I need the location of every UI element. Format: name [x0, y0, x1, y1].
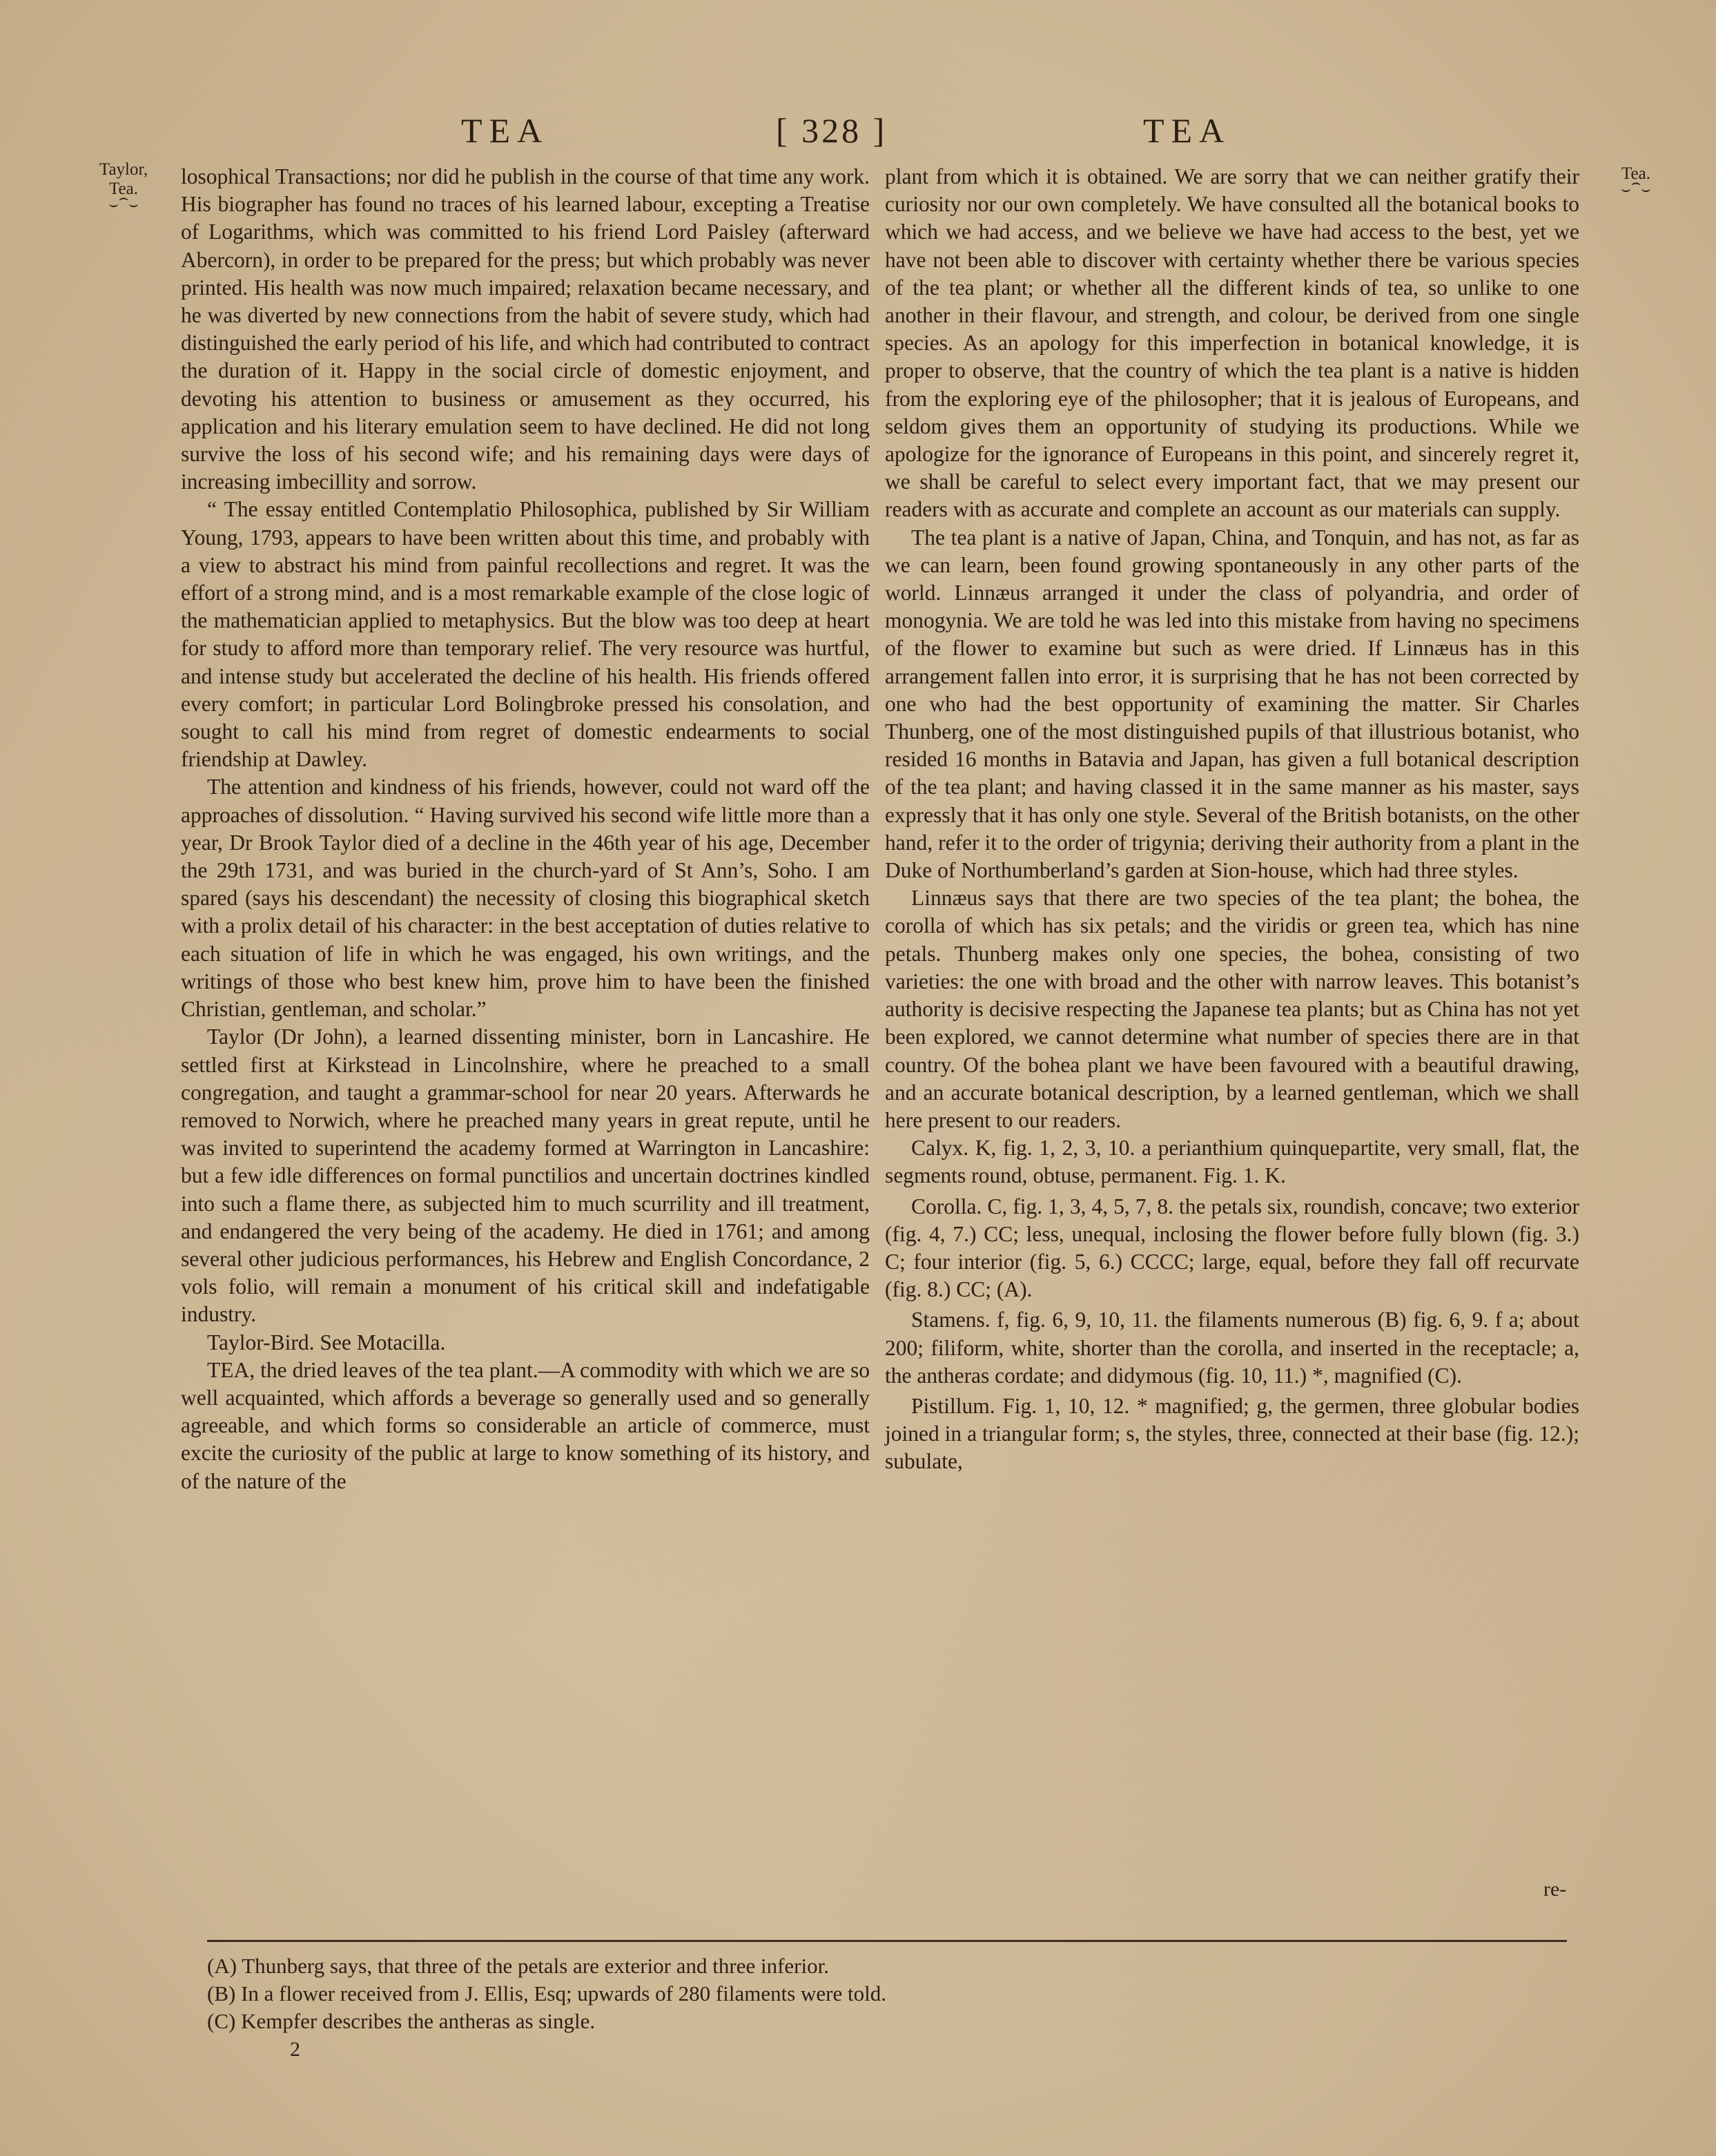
description-pistillum: Pistillum. Fig. 1, 10, 12. * magnified; g, the germen, three globular bodies joined in a triangular form; s, the styles, three, connected at their base (fig. 12.); subulate, — [885, 1393, 1579, 1474]
footnote-rule — [207, 1940, 1567, 1942]
description-corolla: Corolla. C, fig. 1, 3, 4, 5, 7, 8. the petals six, roundish, concave; two exterior (fig. 4, 7.) CC; less, unequal, inclosing the flower before fully blown (fig. 3.) C; four interior (fig. 5, 6.) CCCC; large, equal, before they fall off recurvate (fig. 8.) CC; (A). — [885, 1194, 1579, 1302]
left-column — [181, 163, 870, 1495]
footnotes — [207, 1952, 1519, 2035]
catchword: re- — [1543, 1878, 1567, 1901]
paragraph: “ The essay entitled Contemplatio Philosophica, published by Sir William Young, 1793, appears to have been written about this time, and probably with a view to abstract his mind from painful recollections and regret. It was the effort of a strong mind, and is a most remarkable example of the close logic of the mathematician applied to metaphysics. But the blow was too deep at heart for study to afford more than temporary relief. The very resource was hurtful, and intense study but accelerated the decline of his health. His friends offered every comfort; in particular Lord Bolingbroke pressed his consolation, and sought to call his mind from regret of domestic endearments to social friendship at Dawley. — [181, 497, 870, 772]
description-calyx: Calyx. K, fig. 1, 2, 3, 10. a perianthium quinquepartite, very small, flat, the segments round, obtuse, permanent. Fig. 1. K. — [885, 1136, 1579, 1188]
running-head — [0, 110, 1716, 159]
margin-note-right — [1601, 164, 1670, 195]
margin-note-left-line2: Tea. — [109, 179, 138, 198]
paragraph: Linnæus says that there are two species of the tea plant; the bohea, the corolla of which has six petals; and the viridis or green tea, which has nine petals. Thunberg makes only one species, the bohea, consisting of two varieties: the one with broad and the other with narrow leaves. This botanist’s authority is decisive respecting the Japanese tea plants; but as China has not yet been explored, we cannot determine what number of species there are in that country. Of the bohea plant we have been favoured with a beautiful drawing, and an accurate botanical description, by a learned gentleman, which we shall here present to our readers. — [885, 886, 1579, 1132]
swash-ornament-icon: ⌣⁀⌣ — [108, 195, 139, 213]
paragraph: losophical Transactions; nor did he publish in the course of that time any work. His biographer has found no traces of his learned labour, excepting a Treatise of Logarithms, which was committed to his friend Lord Paisley (afterward Abercorn), in order to be prepared for the press; but which probably was never printed. His health was now much impaired; relaxation became necessary, and he was diverted by new connections from the habit of severe study, which had distinguished the early period of his life, and which had contributed to contract the duration of it. Happy in the social circle of domestic enjoyment, and devoting his attention to business or amusement as they occurred, his application and his literary emulation seem to have declined. He did not long survive the loss of his second wife; and his remaining days were days of increasing imbecillity and sorrow. — [181, 164, 870, 494]
margin-note-left — [81, 160, 166, 213]
signature-mark: 2 — [290, 2038, 300, 2061]
footnote: (A) Thunberg says, that three of the petals are exterior and three inferior. — [207, 1954, 829, 1978]
description-stamens: Stamens. f, fig. 6, 9, 10, 11. the filaments numerous (B) fig. 6, 9. f a; about 200; filiform, white, shorter than the corolla, and inserted in the receptacle; a, the antheras cordate; and didymous (fig. 10, 11.) *, magnified (C). — [885, 1308, 1579, 1388]
paragraph: The tea plant is a native of Japan, China, and Tonquin, and has not, as far as we can learn, been found growing spontaneously in any other parts of the world. Linnæus arranged it under the class of polyandria, and order of monogynia. We are told he was led into this mistake from having no specimens of the flower to examine but such as were dried. If Linnæus has in this arrangement fallen into error, it is surprising that he has not been corrected by one who had the best opportunity of examining the matter. Sir Charles Thunberg, one of the most distinguished pupils of that illustrious botanist, who resided 16 months in Batavia and Japan, has given a full botanical description of the tea plant; and having classed it in the same manner as his master, says expressly that it has only one style. Several of the British botanists, on the other hand, refer it to the order of trigynia; deriving their authority from a plant in the Duke of Northumberland’s garden at Sion-house, which had three styles. — [885, 525, 1579, 883]
swash-ornament-icon: ⌣⁀⌣ — [1621, 180, 1651, 197]
paragraph: Taylor (Dr John), a learned dissenting minister, born in Lancashire. He settled first at Kirkstead in Lincolnshire, where he preached to a small congregation, and taught a grammar-school for near 20 years. Afterwards he removed to Norwich, where he preached many years in great repute, until he was invited to superintend the academy formed at Warrington in Lancashire: but a few idle differences on formal punctilios and uncertain doctrines kindled into such a flame there, as subjected him to much scurrility and ill treatment, and endangered the very being of the academy. He died in 1761; and among several other judicious performances, his Hebrew and English Concordance, 2 vols folio, will remain a monument of his critical skill and indefatigable industry. — [181, 1024, 870, 1327]
paragraph: The attention and kindness of his friends, however, could not ward off the approaches of dissolution. “ Having survived his second wife little more than a year, Dr Brook Taylor died of a decline in the 46th year of his age, December the 29th 1731, and was buried in the church-yard of St Ann’s, Soho. I am spared (says his descendant) the necessity of closing this biographical sketch with a prolix detail of his character: in the best acceptation of duties relative to each situation of life in which he was engaged, his own writings, and the writings of those who best knew him, prove him to have been the finished Christian, gentleman, and scholar.” — [181, 775, 870, 1022]
right-column — [885, 163, 1579, 1476]
margin-note-right-text: Tea. — [1621, 164, 1650, 183]
footnote: (C) Kempfer describes the antheras as single. — [207, 2009, 596, 2033]
page-number: [ 328 ] — [776, 111, 888, 150]
running-head-left: TEA — [461, 111, 549, 150]
paragraph: TEA, the dried leaves of the tea plant.—A commodity with which we are so well acquainted, which affords a beverage so generally used and so generally agreeable, and which forms so considerable an article of commerce, must excite the curiosity of the public at large to know something of its history, and of the nature of the — [181, 1357, 870, 1493]
margin-note-left-line1: Taylor, — [99, 160, 148, 179]
footnote: (B) In a flower received from J. Ellis, Esq; upwards of 280 filaments were told. — [207, 1981, 886, 2006]
running-head-right: TEA — [1143, 111, 1231, 150]
paragraph: plant from which it is obtained. We are sorry that we can neither gratify their curiosity nor our own completely. We have consulted all the botanical books to which we had access, and we believe we have had access to the best, yet we have not been able to discover with certainty whether there be various species of the tea plant; or whether all the different kinds of tea, so unlike to one another in their flavour, and strength, and colour, be derived from one single species. As an apology for this imperfection in botanical knowledge, it is proper to observe, that the country of which the tea plant is a native is hidden from the exploring eye of the philosopher; that it is jealous of Europeans, and seldom gives them an opportunity of studying its productions. While we apologize for the ignorance of Europeans in this point, and sincerely regret it, we shall be careful to select every important fact, that we may present our readers with as accurate and complete an account as our materials can supply. — [885, 164, 1579, 522]
cross-reference: Taylor-Bird. See Motacilla. — [207, 1330, 446, 1354]
